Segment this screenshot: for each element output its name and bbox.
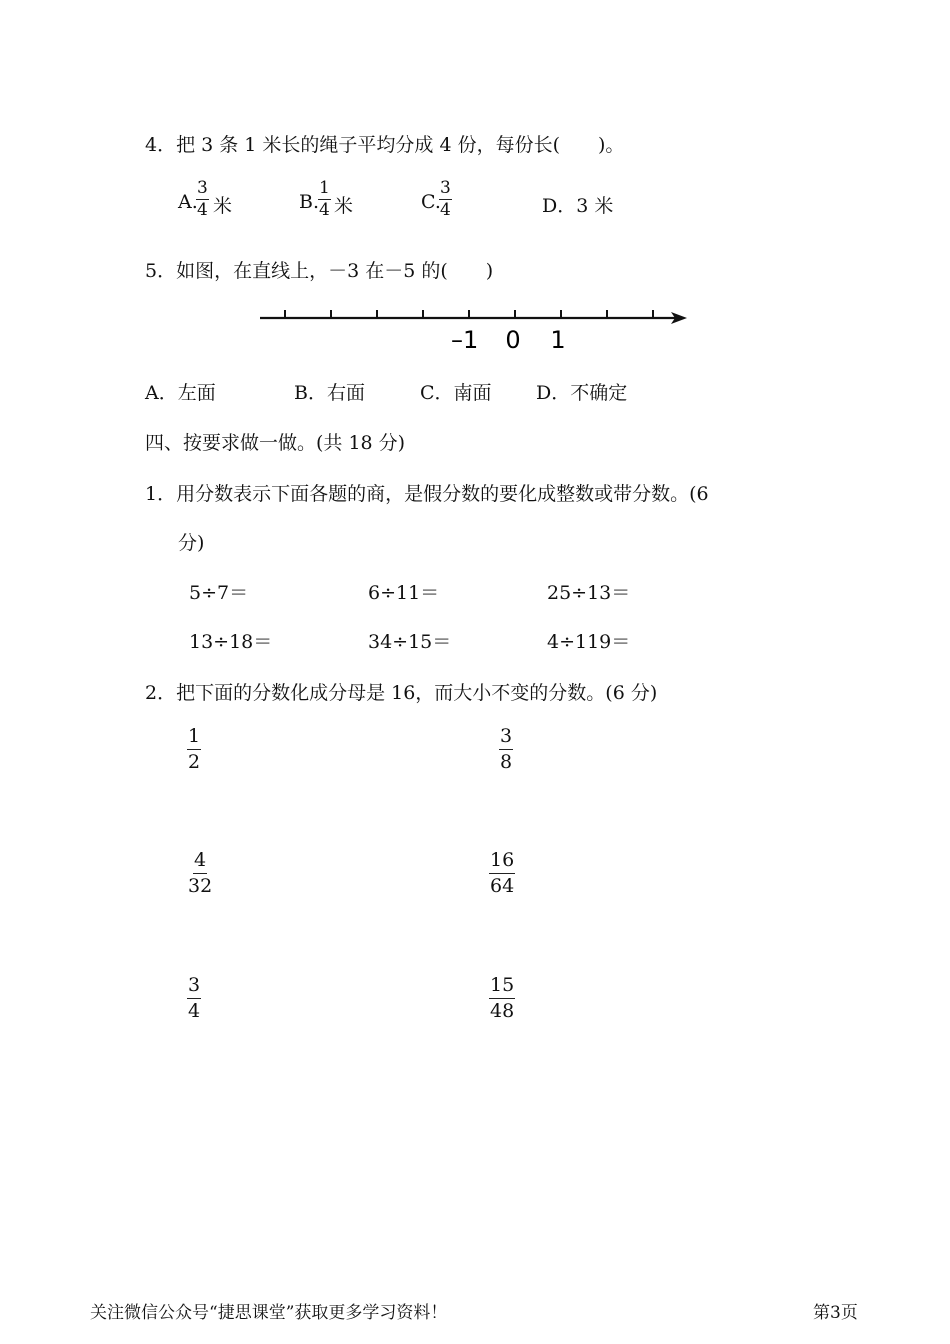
option-c: C．南面: [420, 382, 492, 404]
division-item: 34÷15＝: [368, 631, 452, 653]
option-d: D．不确定: [536, 382, 628, 404]
division-item: 13÷18＝: [189, 631, 273, 653]
fraction-item: $\frac{15}{48}$: [490, 974, 515, 1022]
number-line-label-neg1: –1: [451, 326, 479, 354]
option-b-unit: 米: [334, 195, 354, 217]
division-item: 6÷11＝: [368, 582, 440, 604]
option-c-letter: C.: [421, 191, 441, 213]
question-5-stem: 5．如图，在直线上，－3 在－5 的( ): [145, 260, 494, 282]
part-1-stem-line1: 1．用分数表示下面各题的商，是假分数的要化成整数或带分数。(6: [145, 483, 709, 505]
fraction-item: $\frac{1}{2}$: [188, 725, 201, 773]
question-4-stem: 4．把 3 条 1 米长的绳子平均分成 4 份，每份长( )。: [145, 134, 625, 156]
division-item: 25÷13＝: [547, 582, 631, 604]
option-b-letter: B.: [299, 191, 320, 213]
option-a-unit: 米: [213, 195, 233, 217]
section-title: 四、按要求做一做。(共 18 分): [145, 432, 406, 454]
number-line-label-1: 1: [550, 326, 566, 354]
fraction-item: $\frac{3}{4}$: [188, 974, 201, 1022]
fraction-item: $\frac{3}{8}$: [500, 725, 513, 773]
option-a-fraction: $\frac{3}{4}$: [197, 178, 208, 220]
part-1-stem-line2: 分): [178, 532, 205, 554]
part-2-stem: 2．把下面的分数化成分母是 16，而大小不变的分数。(6 分): [145, 682, 658, 704]
fraction-item: $\frac{16}{64}$: [490, 849, 515, 897]
fraction-item: $\frac{4}{32}$: [188, 849, 213, 897]
number-line-label-0: 0: [505, 326, 521, 354]
number-line-ticks: [285, 310, 653, 318]
division-item: 4÷119＝: [547, 631, 631, 653]
option-b-fraction: $\frac{1}{4}$: [319, 178, 330, 220]
option-a-letter: A.: [178, 191, 198, 213]
footer-promo: 关注微信公众号“捷思课堂”获取更多学习资料！: [90, 1303, 448, 1323]
page-number: 第3页: [813, 1303, 858, 1323]
division-item: 5÷7＝: [189, 582, 249, 604]
option-d: D．3 米: [542, 195, 614, 217]
option-b: B．右面: [294, 382, 365, 404]
option-a: A．左面: [145, 382, 216, 404]
option-c-fraction: $\frac{3}{4}$: [440, 178, 451, 220]
number-line: [255, 303, 695, 358]
